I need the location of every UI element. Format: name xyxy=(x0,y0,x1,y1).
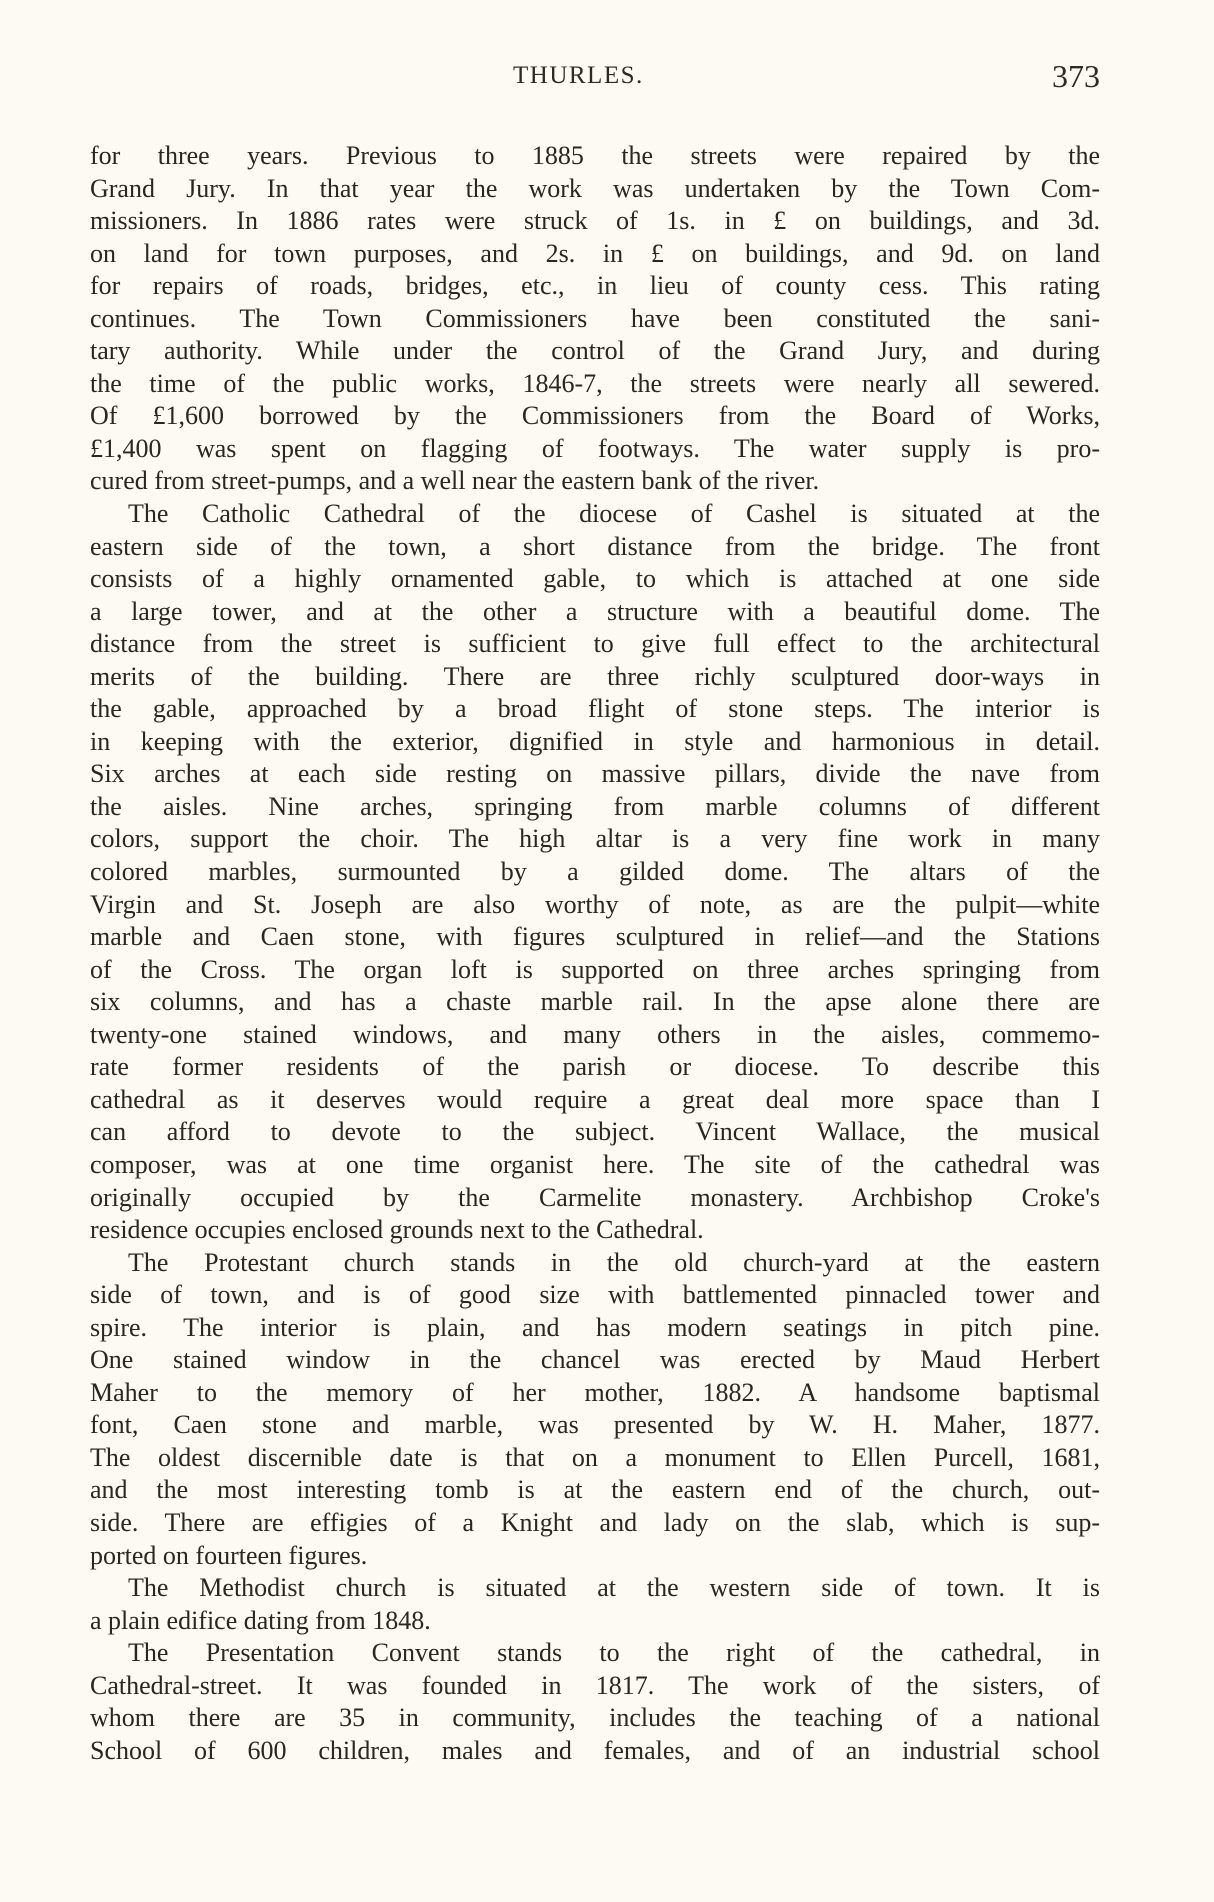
text-line: £1,400 was spent on flagging of footways. The water supply is pro- xyxy=(90,433,1100,463)
text-line: distance from the street is sufficient to give full effect to the architectural xyxy=(90,629,1100,659)
text-line: The Catholic Cathedral of the diocese of Cashel is situated at the xyxy=(128,499,1100,529)
text-line: consists of a highly ornamented gable, to which is attached at one side xyxy=(90,564,1100,594)
text-line: Maher to the memory of her mother, 1882. A handsome baptismal xyxy=(90,1377,1100,1407)
text-line: a plain edifice dating from 1848. xyxy=(90,1605,431,1635)
text-line: for repairs of roads, bridges, etc., in lieu of county cess. This rating xyxy=(90,271,1100,301)
text-line: and the most interesting tomb is at the eastern end of the church, out- xyxy=(90,1475,1100,1505)
text-line: One stained window in the chancel was erected by Maud Herbert xyxy=(90,1345,1100,1375)
text-line: font, Caen stone and marble, was presented by W. H. Maher, 1877. xyxy=(90,1410,1100,1440)
text-line: rate former residents of the parish or diocese. To describe this xyxy=(90,1052,1100,1082)
text-line: can afford to devote to the subject. Vincent Wallace, the musical xyxy=(90,1117,1100,1147)
text-line: Virgin and St. Joseph are also worthy of note, as are the pulpit—white xyxy=(90,889,1100,919)
text-line: the time of the public works, 1846-7, the streets were nearly all sewered. xyxy=(90,368,1100,398)
text-line: ported on fourteen figures. xyxy=(90,1540,368,1570)
text-line: colored marbles, surmounted by a gilded dome. The altars of the xyxy=(90,857,1100,887)
text-line: side. There are effigies of a Knight and lady on the slab, which is sup- xyxy=(90,1507,1100,1537)
text-line: cured from street-pumps, and a well near the eastern bank of the river. xyxy=(90,466,820,496)
text-line: tary authority. While under the control of the Grand Jury, and during xyxy=(90,336,1100,366)
text-line: six columns, and has a chaste marble rail. In the apse alone there are xyxy=(90,987,1100,1017)
text-line: in keeping with the exterior, dignified in style and harmonious in detail. xyxy=(90,726,1100,756)
text-line: marble and Caen stone, with figures sculptured in relief—and the Stations xyxy=(90,922,1100,952)
page-header xyxy=(90,58,1100,102)
text-line: side of town, and is of good size with battlemented pinnacled tower and xyxy=(90,1280,1100,1310)
text-line: residence occupies enclosed grounds next to the Cathedral. xyxy=(90,1215,704,1245)
text-line: for three years. Previous to 1885 the streets were repaired by the xyxy=(90,141,1100,170)
page-number: 373 xyxy=(1052,58,1100,94)
text-line: twenty-one stained windows, and many others in the aisles, commemo- xyxy=(90,1019,1100,1049)
text-line: Grand Jury. In that year the work was undertaken by the Town Com- xyxy=(90,173,1100,203)
text-line: Cathedral-street. It was founded in 1817. The work of the sisters, of xyxy=(90,1670,1100,1700)
text-line: the aisles. Nine arches, springing from marble columns of different xyxy=(90,791,1100,821)
text-line: on land for town purposes, and 2s. in £ on buildings, and 9d. on land xyxy=(90,238,1100,268)
text-line: The oldest discernible date is that on a monument to Ellen Purcell, 1681, xyxy=(90,1442,1100,1472)
text-line: School of 600 children, males and females, and of an industrial school xyxy=(90,1735,1100,1765)
text-line: eastern side of the town, a short distance from the bridge. The front xyxy=(90,531,1100,561)
text-line: of the Cross. The organ loft is supported on three arches springing from xyxy=(90,954,1100,984)
text-line: continues. The Town Commissioners have been constituted the sani- xyxy=(90,303,1100,333)
text-line: Six arches at each side resting on massive pillars, divide the nave from xyxy=(90,759,1100,789)
text-line: merits of the building. There are three richly sculptured door-ways in xyxy=(90,661,1100,691)
text-line: originally occupied by the Carmelite monastery. Archbishop Croke's xyxy=(90,1182,1100,1212)
text-line: a large tower, and at the other a structure with a beautiful dome. The xyxy=(90,596,1100,626)
text-line: colors, support the choir. The high altar is a very fine work in many xyxy=(90,824,1100,854)
running-title: THURLES. xyxy=(513,62,644,89)
text-line: the gable, approached by a broad flight of stone steps. The interior is xyxy=(90,694,1100,724)
text-line: spire. The interior is plain, and has modern seatings in pitch pine. xyxy=(90,1312,1100,1342)
text-line: whom there are 35 in community, includes the teaching of a national xyxy=(90,1703,1100,1733)
body-text xyxy=(90,140,1100,1767)
text-line: Of £1,600 borrowed by the Commissioners from the Board of Works, xyxy=(90,401,1100,431)
text-line: The Methodist church is situated at the western side of town. It is xyxy=(128,1573,1100,1603)
text-line: The Protestant church stands in the old church-yard at the eastern xyxy=(128,1247,1100,1277)
text-line: cathedral as it deserves would require a great deal more space than I xyxy=(90,1084,1100,1114)
text-line: composer, was at one time organist here. The site of the cathedral was xyxy=(90,1149,1100,1179)
text-line: missioners. In 1886 rates were struck of 1s. in £ on buildings, and 3d. xyxy=(90,206,1100,236)
text-line: The Presentation Convent stands to the right of the cathedral, in xyxy=(128,1638,1100,1668)
